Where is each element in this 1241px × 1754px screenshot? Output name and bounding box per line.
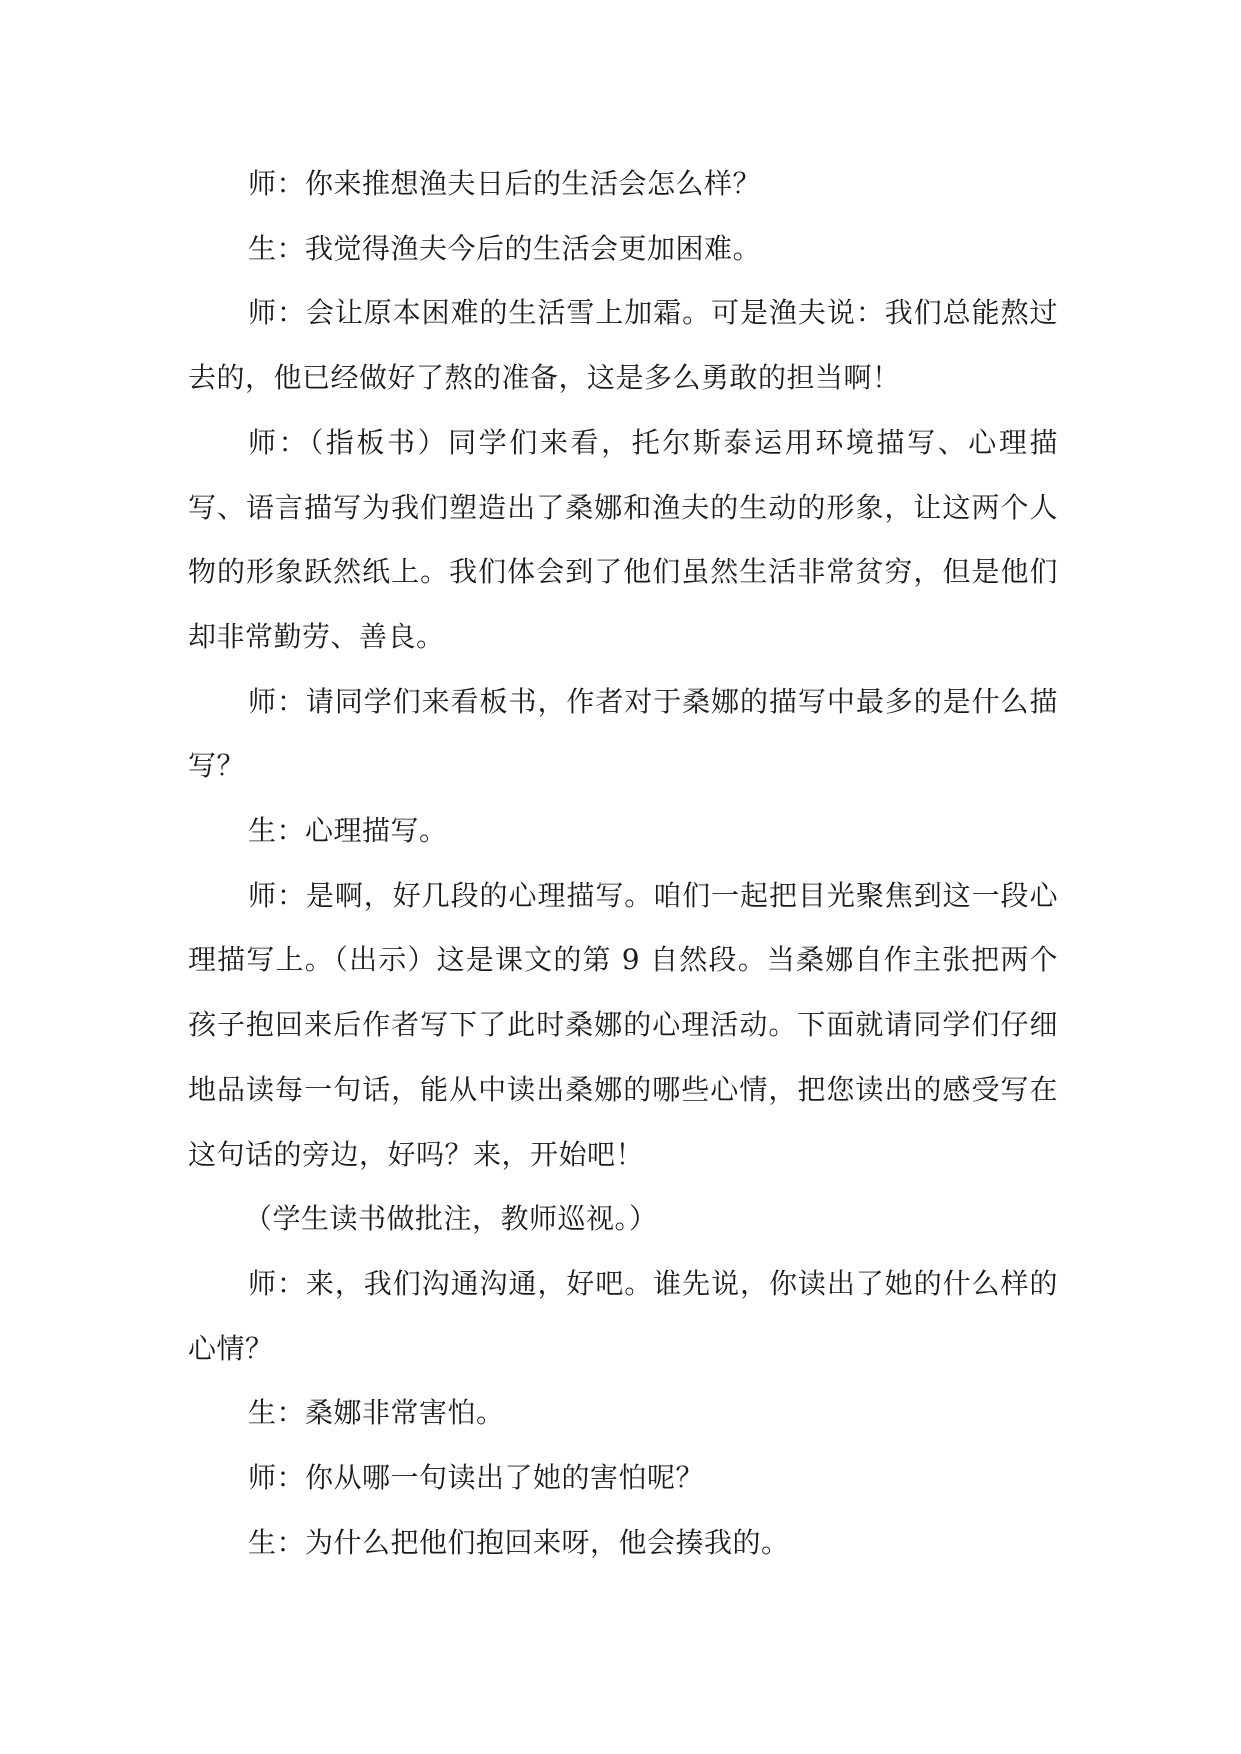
paragraph-student-quote: 生：为什么把他们抱回来呀，他会揍我的。 [248,1525,790,1559]
paragraph-teacher-which-sentence: 师：你从哪一句读出了她的害怕呢？ [248,1461,705,1495]
document-body [188,152,1058,1575]
paragraph-teacher-question-future: 师：你来推想渔夫日后的生活会怎么样？ [248,167,762,200]
paragraph-classroom-note: （学生读书做批注，教师巡视。） [244,1202,658,1236]
paragraph-teacher-reading-task: 师：是啊，好几段的心理描写。咱们一起把目光聚焦到这一段心理描写上。（出示）这是课文的第 9 自然段。当桑娜自作主张把两个孩子抱回来后作者写下了此时桑娜的心理活动。下面就请同学们仔细地品读每一句话，能从中读出桑娜的哪些心情，把您读出的感受写在这句话的旁边，好吗？来，开始吧！ [188,878,1058,1171]
paragraph-teacher-blackboard-summary: 师：（指板书）同学们来看，托尔斯泰运用环境描写、心理描写、语言描写为我们塑造出了桑娜和渔夫的生动的形象，让这两个人物的形象跃然纸上。我们体会到了他们虽然生活非常贫穷，但是他们却非常勤劳、善良。 [188,425,1058,653]
paragraph-student-answer-psychology: 生：心理描写。 [248,814,448,848]
paragraph-teacher-question-description: 师：请同学们来看板书，作者对于桑娜的描写中最多的是什么描写？ [188,684,1058,783]
paragraph-student-answer-harder: 生：我觉得渔夫今后的生活会更加困难。 [248,231,762,265]
paragraph-student-afraid: 生：桑娜非常害怕。 [248,1396,505,1430]
paragraph-teacher-brave-responsibility: 师：会让原本困难的生活雪上加霜。可是渔夫说：我们总能熬过去的，他已经做好了熬的准备，这是多么勇敢的担当啊！ [188,296,1058,395]
paragraph-teacher-discussion: 师：来，我们沟通沟通，好吧。谁先说，你读出了她的什么样的心情？ [188,1266,1058,1365]
